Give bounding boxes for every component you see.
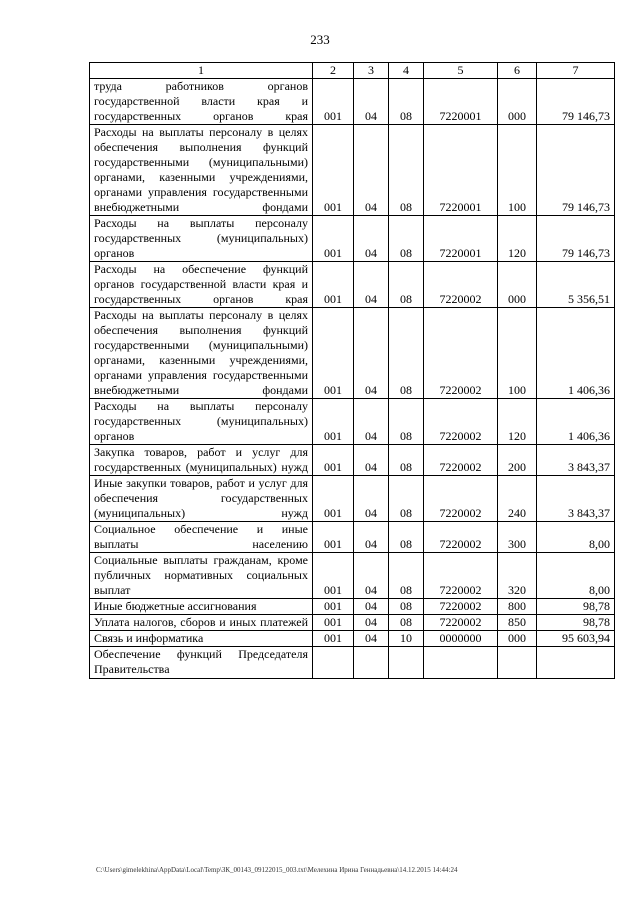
row-name: Расходы на обеспечение функций органов государственной власти края и государственных органов края	[90, 262, 313, 308]
row-col-2: 001	[313, 399, 354, 445]
row-col-2: 001	[313, 631, 354, 647]
row-col-6	[498, 647, 537, 679]
table-row	[90, 553, 615, 599]
row-col-2	[313, 647, 354, 679]
row-col-4: 08	[389, 308, 424, 399]
row-name: труда работников органов государственной власти края и государственных органов края	[90, 79, 313, 125]
row-col-4: 08	[389, 125, 424, 216]
header-col-6: 6	[498, 63, 537, 79]
row-col-6: 100	[498, 308, 537, 399]
row-col-5: 0000000	[424, 631, 498, 647]
row-col-4: 08	[389, 79, 424, 125]
header-col-3: 3	[354, 63, 389, 79]
table-row	[90, 79, 615, 125]
row-col-4: 08	[389, 599, 424, 615]
row-name: Расходы на выплаты персоналу в целях обеспечения выполнения функций государственными (муниципальными) органами, казенными учреждениями, органами управления государственными внебюджетными фондами	[90, 125, 313, 216]
row-name: Закупка товаров, работ и услуг для государственных (муниципальных) нужд	[90, 445, 313, 476]
row-col-4: 08	[389, 399, 424, 445]
row-col-5: 7220002	[424, 262, 498, 308]
row-col-5: 7220001	[424, 216, 498, 262]
table-header-row	[90, 63, 615, 79]
table-row	[90, 399, 615, 445]
row-col-7	[537, 647, 615, 679]
header-col-1: 1	[90, 63, 313, 79]
row-col-2: 001	[313, 125, 354, 216]
row-col-3: 04	[354, 445, 389, 476]
row-col-4: 08	[389, 615, 424, 631]
row-col-7: 95 603,94	[537, 631, 615, 647]
row-name: Социальное обеспечение и иные выплаты населению	[90, 522, 313, 553]
row-name: Связь и информатика	[90, 631, 313, 647]
row-col-4: 08	[389, 445, 424, 476]
row-col-7: 79 146,73	[537, 79, 615, 125]
row-name: Уплата налогов, сборов и иных платежей	[90, 615, 313, 631]
row-col-5: 7220002	[424, 615, 498, 631]
row-name: Расходы на выплаты персоналу государственных (муниципальных) органов	[90, 216, 313, 262]
row-col-6: 300	[498, 522, 537, 553]
row-col-6: 240	[498, 476, 537, 522]
table-row	[90, 522, 615, 553]
row-col-6: 000	[498, 262, 537, 308]
row-col-3: 04	[354, 79, 389, 125]
row-col-3: 04	[354, 631, 389, 647]
row-col-5: 7220001	[424, 125, 498, 216]
row-col-2: 001	[313, 553, 354, 599]
header-col-7: 7	[537, 63, 615, 79]
table-row	[90, 647, 615, 679]
table-row	[90, 125, 615, 216]
row-col-7: 3 843,37	[537, 476, 615, 522]
row-col-2: 001	[313, 262, 354, 308]
table-row	[90, 262, 615, 308]
row-col-4: 08	[389, 262, 424, 308]
row-col-2: 001	[313, 476, 354, 522]
row-col-6: 120	[498, 216, 537, 262]
row-col-2: 001	[313, 445, 354, 476]
row-col-5: 7220002	[424, 308, 498, 399]
row-col-3: 04	[354, 216, 389, 262]
row-col-3: 04	[354, 262, 389, 308]
row-col-4: 08	[389, 476, 424, 522]
row-col-2: 001	[313, 599, 354, 615]
row-col-2: 001	[313, 615, 354, 631]
row-col-2: 001	[313, 216, 354, 262]
row-name: Обеспечение функций Председателя Правительства	[90, 647, 313, 679]
row-col-7: 98,78	[537, 615, 615, 631]
row-col-3: 04	[354, 615, 389, 631]
row-col-3: 04	[354, 476, 389, 522]
row-col-7: 79 146,73	[537, 216, 615, 262]
row-col-6: 800	[498, 599, 537, 615]
row-col-6: 120	[498, 399, 537, 445]
row-col-3: 04	[354, 599, 389, 615]
row-col-4: 10	[389, 631, 424, 647]
row-col-4: 08	[389, 216, 424, 262]
row-col-5: 7220002	[424, 476, 498, 522]
row-col-2: 001	[313, 79, 354, 125]
table-row	[90, 599, 615, 615]
row-col-5	[424, 647, 498, 679]
row-name: Расходы на выплаты персоналу в целях обеспечения выполнения функций государственными (муниципальными) органами, казенными учреждениями, органами управления государственными внебюджетными фондами	[90, 308, 313, 399]
row-col-5: 7220002	[424, 399, 498, 445]
row-col-5: 7220002	[424, 445, 498, 476]
row-col-6: 850	[498, 615, 537, 631]
row-col-6: 100	[498, 125, 537, 216]
table-row	[90, 445, 615, 476]
row-col-2: 001	[313, 308, 354, 399]
table-row	[90, 615, 615, 631]
row-col-7: 98,78	[537, 599, 615, 615]
row-col-6: 200	[498, 445, 537, 476]
row-name: Иные закупки товаров, работ и услуг для обеспечения государственных (муниципальных) нужд	[90, 476, 313, 522]
row-col-2: 001	[313, 522, 354, 553]
row-name: Иные бюджетные ассигнования	[90, 599, 313, 615]
budget-table	[89, 62, 615, 679]
row-col-5: 7220002	[424, 553, 498, 599]
row-col-7: 1 406,36	[537, 399, 615, 445]
header-col-4: 4	[389, 63, 424, 79]
row-name: Расходы на выплаты персоналу государственных (муниципальных) органов	[90, 399, 313, 445]
row-col-7: 79 146,73	[537, 125, 615, 216]
row-col-5: 7220002	[424, 522, 498, 553]
row-col-7: 3 843,37	[537, 445, 615, 476]
table-row	[90, 308, 615, 399]
header-col-2: 2	[313, 63, 354, 79]
header-col-5: 5	[424, 63, 498, 79]
page-number: 233	[310, 32, 330, 47]
row-col-6: 000	[498, 631, 537, 647]
row-col-4: 08	[389, 522, 424, 553]
row-col-3: 04	[354, 553, 389, 599]
row-name: Социальные выплаты гражданам, кроме публичных нормативных социальных выплат	[90, 553, 313, 599]
row-col-4	[389, 647, 424, 679]
row-col-5: 7220001	[424, 79, 498, 125]
row-col-7: 1 406,36	[537, 308, 615, 399]
table-row	[90, 476, 615, 522]
table-row	[90, 631, 615, 647]
table-row	[90, 216, 615, 262]
row-col-7: 8,00	[537, 522, 615, 553]
row-col-3: 04	[354, 308, 389, 399]
row-col-4: 08	[389, 553, 424, 599]
row-col-3: 04	[354, 522, 389, 553]
row-col-6: 000	[498, 79, 537, 125]
row-col-3	[354, 647, 389, 679]
row-col-7: 8,00	[537, 553, 615, 599]
row-col-3: 04	[354, 399, 389, 445]
row-col-7: 5 356,51	[537, 262, 615, 308]
row-col-5: 7220002	[424, 599, 498, 615]
row-col-3: 04	[354, 125, 389, 216]
footer-file-path: C:\Users\gimelekhina\AppData\Local\Temp\ЗК_00143_09122015_003.txt\Мелехина Ирина Геннадьевна\14.12.2015 14:44:24	[96, 866, 458, 874]
row-col-6: 320	[498, 553, 537, 599]
